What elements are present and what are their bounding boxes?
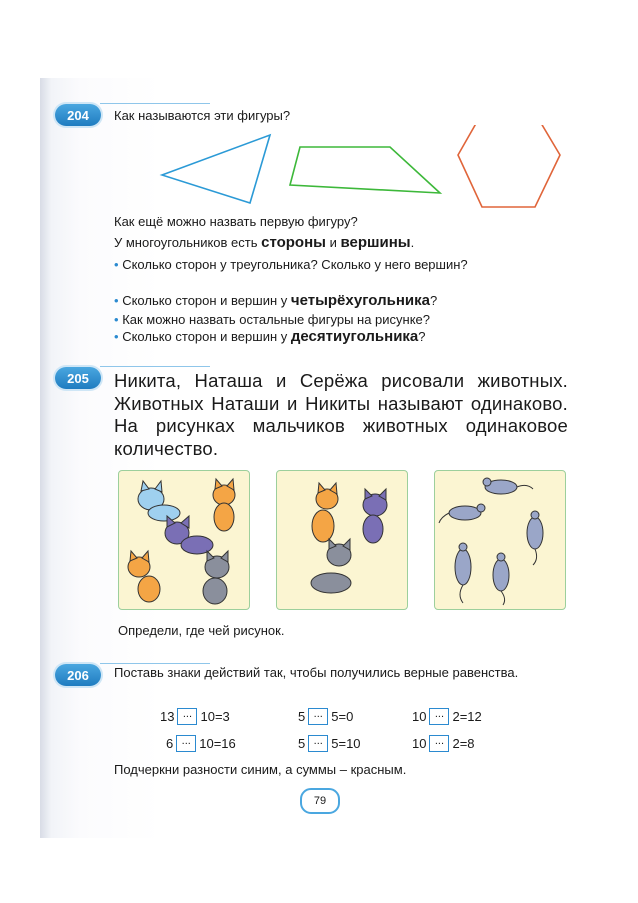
equation-2 [298,708,353,725]
cat-icon [312,483,338,542]
drawing-cats-2 [276,470,408,610]
result: 12 [467,709,482,724]
task-205-caption: Определи, где чей рисунок. [118,623,285,638]
shapes-figure [150,125,590,215]
task-204-question: Как называются эти фигуры? [114,108,291,123]
bullet4-pre: Сколько сторон и вершин у [122,329,291,344]
operand-a: 13 [160,709,175,724]
task-204-line1: Как ещё можно назвать первую фигуру? [114,214,358,229]
term-quadrilateral: четырёхугольника [290,292,430,309]
equation-3 [412,708,482,725]
task-204-bullet2 [114,292,437,309]
mouse-icon [455,543,471,603]
cat-icon [363,489,387,543]
line2-post: . [410,235,415,250]
task-205-rule [100,366,210,367]
result: 8 [467,736,475,751]
bullet2-pre: Сколько сторон и вершин у [122,293,291,308]
task-204-bullet3 [114,311,430,328]
task-204-bullet4 [114,328,426,345]
operand-a: 5 [298,709,306,724]
bullet1-text: Сколько сторон у треугольника? Сколько у него вершин? [122,257,468,272]
operand-a: 10 [412,736,427,751]
operand-b: 5 [331,736,339,751]
equation-6 [412,735,475,752]
drawing-mice [434,470,566,610]
result: 0 [346,709,354,724]
task-206-badge [55,664,101,686]
equation-1 [160,708,230,725]
page-binding-shadow [40,78,52,838]
quadrilateral-shape [290,147,440,193]
operand-b: 2 [452,709,460,724]
bullet3-text: Как можно назвать остальные фигуры на рисунке? [122,312,431,327]
task-205-paragraph: Никита, Наташа и Серёжа рисовали животных. Животных Наташи и Никиты называют одинаково. На рисунках мальчиков животных одинаковое количество. [114,370,568,459]
page-number-text: 79 [313,795,327,807]
operator-slot[interactable]: ... [429,708,449,725]
equals-sign: = [213,736,222,751]
bullet-icon: • [114,329,119,344]
task-204-rule [100,103,210,104]
bullet-icon: • [114,293,119,308]
equals-sign: = [338,709,347,724]
equation-5 [298,735,361,752]
equals-sign: = [338,736,347,751]
equals-sign: = [459,709,468,724]
bullet2-post: ? [429,293,438,308]
cat-icon [138,481,180,521]
term-sides: стороны [261,234,326,251]
bullet-icon: • [114,312,119,327]
operand-a: 6 [166,736,174,751]
mouse-icon [527,511,543,565]
operand-b: 2 [452,736,460,751]
result: 10 [346,736,361,751]
term-vertices: вершины [340,234,411,251]
task-204-line2 [114,234,414,251]
task-206-number: 206 [67,667,89,683]
line2-pre: У многоугольников есть [114,235,262,250]
task-206-instruction: Поставь знаки действий так, чтобы получились верные равенства. [114,665,519,680]
page-number [300,788,340,814]
result: 3 [222,709,230,724]
operator-slot[interactable]: ... [177,708,197,725]
operator-slot[interactable]: ... [308,708,328,725]
operand-b: 10 [200,709,215,724]
mice-illustration [435,471,565,609]
cats-illustration-1 [119,471,249,609]
bullet-icon: • [114,257,119,272]
task-204-badge [55,104,101,126]
cat-icon [213,479,235,531]
operand-a: 5 [298,736,306,751]
operand-b: 10 [199,736,214,751]
operand-a: 10 [412,709,427,724]
cat-icon [165,516,213,554]
line2-mid: и [325,235,341,250]
mouse-icon [493,553,509,605]
task-205-number: 205 [67,370,89,386]
triangle-shape [162,135,270,203]
cat-icon [311,539,351,593]
result: 16 [221,736,236,751]
operator-slot[interactable]: ... [176,735,196,752]
bullet4-post: ? [418,329,426,344]
equals-sign: = [459,736,468,751]
hexagon-shape [458,125,560,207]
mouse-icon [439,504,485,523]
operator-slot[interactable]: ... [308,735,328,752]
task-205-badge [55,367,101,389]
cat-icon [128,551,160,602]
task-204-bullet1 [114,256,568,273]
operand-b: 5 [331,709,339,724]
task-204-number: 204 [67,107,89,123]
cats-illustration-2 [277,471,407,609]
task-206-footer: Подчеркни разности синим, а суммы – красным. [114,762,407,777]
cat-icon [203,551,229,604]
equals-sign: = [214,709,223,724]
term-decagon: десятиугольника [290,328,419,345]
mouse-icon [483,478,533,494]
drawing-cats-1 [118,470,250,610]
equation-4 [166,735,236,752]
operator-slot[interactable]: ... [429,735,449,752]
